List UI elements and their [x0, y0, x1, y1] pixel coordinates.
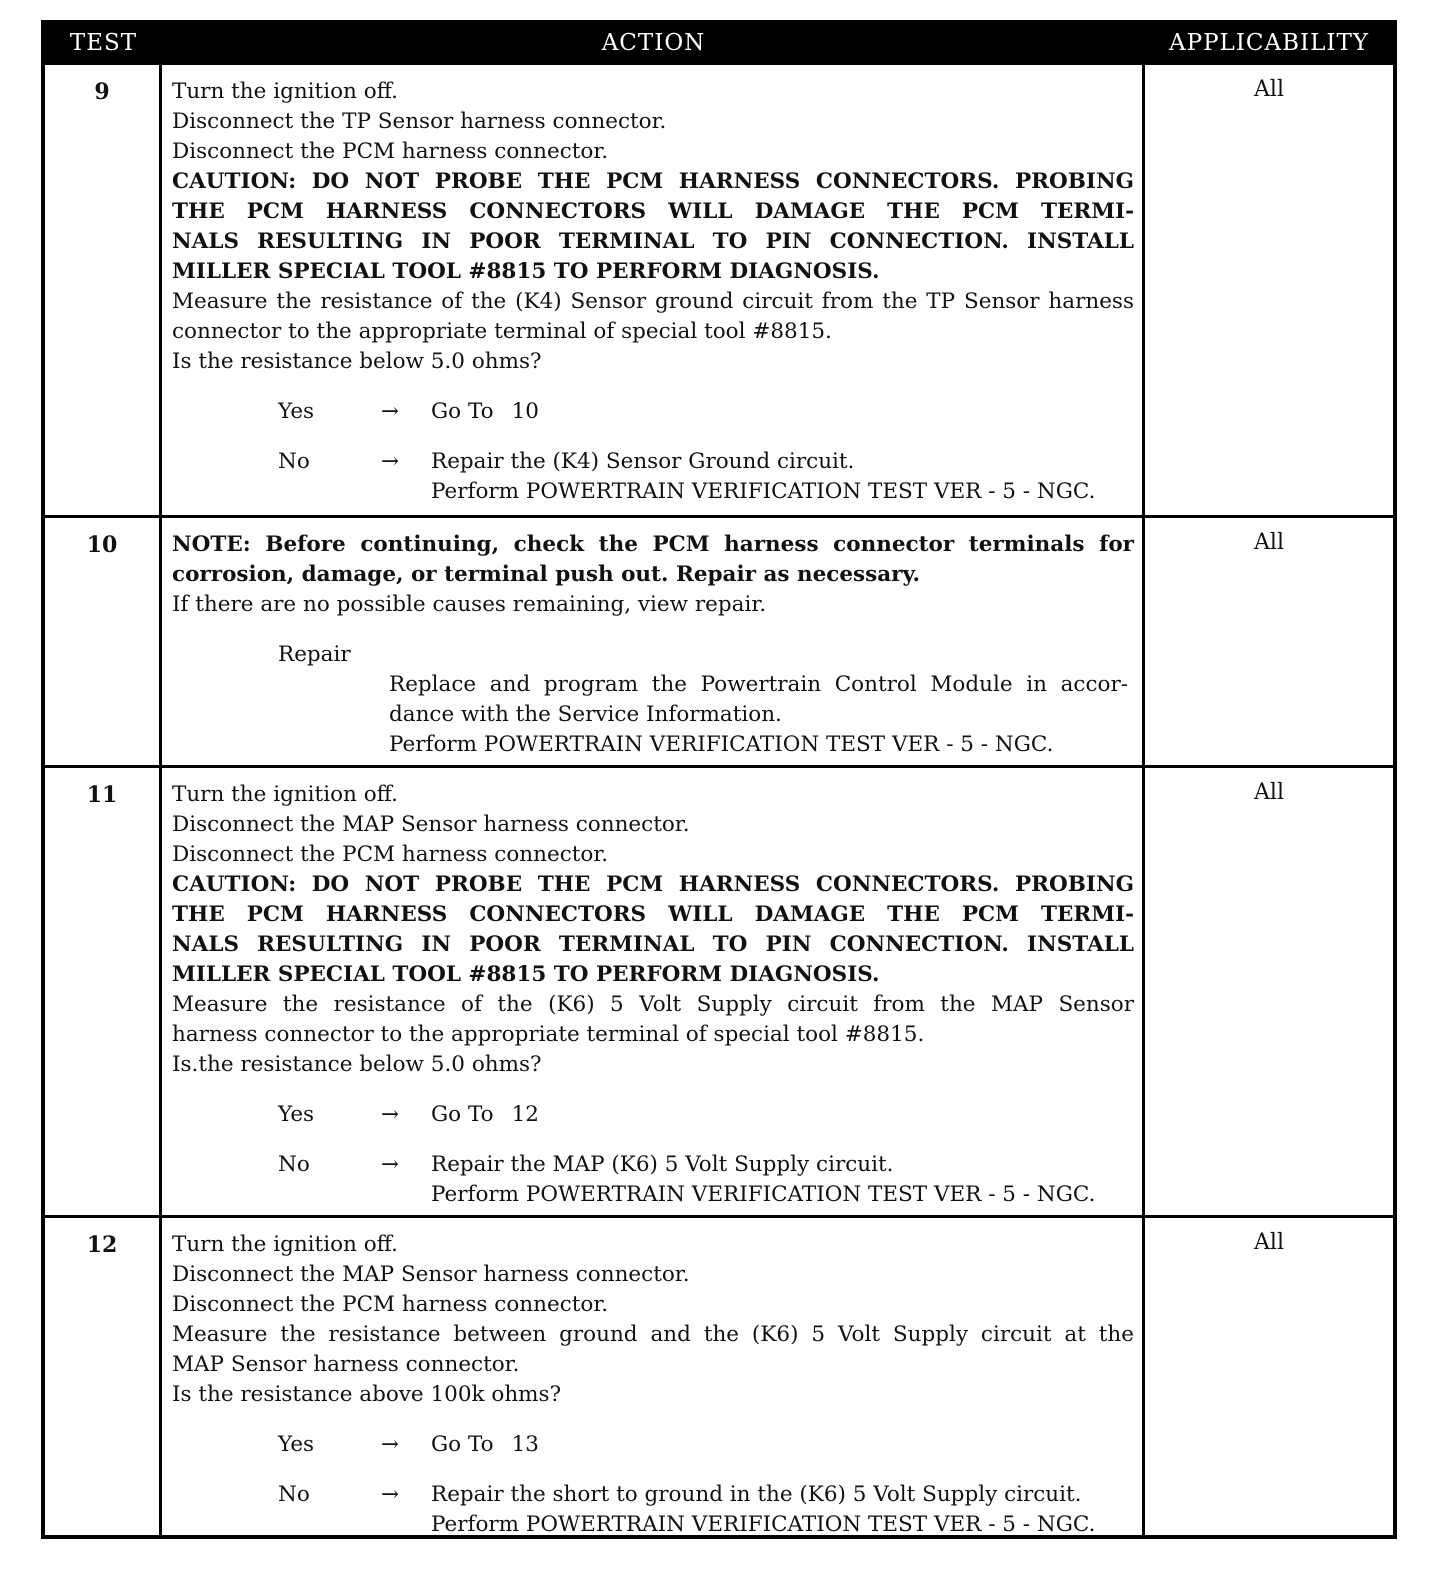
caution-line: NALS RESULTING IN POOR TERMINAL TO PIN CONNECTION. INSTALL — [172, 932, 1134, 957]
action-line: MAP Sensor harness connector. — [172, 1352, 520, 1377]
table-header — [45, 24, 1393, 62]
no-action-line: Repair the (K4) Sensor Ground circuit. — [431, 449, 855, 474]
note-line: corrosion, damage, or terminal push out. Repair as necessary. — [172, 562, 921, 587]
applicability-cell: All — [1254, 1230, 1284, 1255]
question-line: Is the resistance above 100k ohms? — [172, 1382, 562, 1407]
caution-line: MILLER SPECIAL TOOL #8815 TO PERFORM DIAGNOSIS. — [172, 259, 880, 284]
action-line: Measure the resistance of the (K4) Sensor ground circuit from the TP Sensor harness — [172, 289, 1134, 314]
action-line: If there are no possible causes remaining, view repair. — [172, 592, 767, 617]
goto-text: Go To — [431, 1102, 494, 1127]
action-cell — [162, 1218, 1145, 1535]
test-number: 10 — [45, 518, 162, 765]
applicability-cell: All — [1254, 77, 1284, 102]
yes-option — [172, 1100, 1134, 1130]
caution-line: THE PCM HARNESS CONNECTORS WILL DAMAGE THE PCM TERMI- — [172, 902, 1134, 927]
repair-instructions — [172, 670, 1128, 760]
test-number: 12 — [45, 1218, 162, 1535]
arrow-right-icon: → — [381, 399, 400, 424]
yes-label: Yes — [278, 1102, 315, 1127]
caution-line: CAUTION: DO NOT PROBE THE PCM HARNESS CONNECTORS. PROBING — [172, 169, 1134, 194]
question-line: Is the resistance below 5.0 ohms? — [172, 349, 542, 374]
arrow-right-icon: → — [381, 449, 400, 474]
goto-text: Go To — [431, 1432, 494, 1457]
action-line: Disconnect the PCM harness connector. — [172, 139, 609, 164]
header-test: TEST — [69, 30, 138, 56]
action-line: Turn the ignition off. — [172, 782, 398, 807]
action-line: connector to the appropriate terminal of special tool #8815. — [172, 319, 832, 344]
arrow-right-icon: → — [381, 1152, 400, 1177]
arrow-right-icon: → — [381, 1102, 400, 1127]
caution-line: NALS RESULTING IN POOR TERMINAL TO PIN CONNECTION. INSTALL — [172, 229, 1134, 254]
yes-label: Yes — [278, 1432, 315, 1457]
table-row — [45, 515, 1393, 765]
repair-line: Perform POWERTRAIN VERIFICATION TEST VER - 5 - NGC. — [389, 732, 1054, 757]
no-label: No — [278, 449, 310, 474]
no-option — [172, 447, 1134, 507]
yes-option — [172, 1430, 1134, 1460]
goto-number: 13 — [511, 1432, 539, 1457]
no-action-line: Repair the MAP (K6) 5 Volt Supply circuit. — [431, 1152, 894, 1177]
no-option — [172, 1480, 1134, 1540]
action-line: Turn the ignition off. — [172, 1232, 398, 1257]
action-line: Disconnect the PCM harness connector. — [172, 1292, 609, 1317]
yes-option — [172, 397, 1134, 427]
action-line: Measure the resistance of the (K6) 5 Volt Supply circuit from the MAP Sensor — [172, 992, 1134, 1017]
table-row — [45, 62, 1393, 515]
goto-number: 12 — [511, 1102, 539, 1127]
applicability-cell: All — [1254, 780, 1284, 805]
header-action: ACTION — [601, 30, 706, 56]
goto-text: Go To — [431, 399, 494, 424]
answer-options — [172, 397, 1134, 507]
table-row — [45, 1215, 1393, 1535]
repair-line: dance with the Service Information. — [389, 702, 782, 727]
caution-line: MILLER SPECIAL TOOL #8815 TO PERFORM DIAGNOSIS. — [172, 962, 880, 987]
caution-line: CAUTION: DO NOT PROBE THE PCM HARNESS CONNECTORS. PROBING — [172, 872, 1134, 897]
action-line: Disconnect the MAP Sensor harness connector. — [172, 1262, 690, 1287]
no-action-line: Perform POWERTRAIN VERIFICATION TEST VER - 5 - NGC. — [431, 1182, 1096, 1207]
action-line: harness connector to the appropriate terminal of special tool #8815. — [172, 1022, 925, 1047]
answer-options — [172, 1430, 1134, 1540]
diagnostic-table — [41, 20, 1397, 1539]
no-action-line: Repair the short to ground in the (K6) 5 Volt Supply circuit. — [431, 1482, 1082, 1507]
action-line: Turn the ignition off. — [172, 79, 398, 104]
action-line: Disconnect the MAP Sensor harness connector. — [172, 812, 690, 837]
test-number: 11 — [45, 768, 162, 1215]
header-applicability: APPLICABILITY — [1169, 30, 1369, 56]
action-cell — [162, 518, 1145, 765]
action-line: Disconnect the PCM harness connector. — [172, 842, 609, 867]
action-line: Disconnect the TP Sensor harness connector. — [172, 109, 667, 134]
arrow-right-icon: → — [381, 1482, 400, 1507]
no-action-line: Perform POWERTRAIN VERIFICATION TEST VER - 5 - NGC. — [431, 479, 1096, 504]
no-option — [172, 1150, 1134, 1210]
question-line: Is.the resistance below 5.0 ohms? — [172, 1052, 542, 1077]
repair-line: Replace and program the Powertrain Control Module in accor- — [389, 672, 1128, 697]
action-cell — [162, 768, 1145, 1215]
yes-label: Yes — [278, 399, 315, 424]
test-number: 9 — [45, 65, 162, 515]
goto-number: 10 — [511, 399, 539, 424]
no-label: No — [278, 1152, 310, 1177]
action-line: Measure the resistance between ground and the (K6) 5 Volt Supply circuit at the — [172, 1322, 1134, 1347]
caution-line: THE PCM HARNESS CONNECTORS WILL DAMAGE THE PCM TERMI- — [172, 199, 1134, 224]
repair-label: Repair — [278, 642, 351, 667]
action-cell — [162, 65, 1145, 515]
arrow-right-icon: → — [381, 1432, 400, 1457]
table-row — [45, 765, 1393, 1215]
no-action-line: Perform POWERTRAIN VERIFICATION TEST VER - 5 - NGC. — [431, 1512, 1096, 1537]
note-line: NOTE: Before continuing, check the PCM harness connector terminals for — [172, 532, 1134, 557]
no-label: No — [278, 1482, 310, 1507]
answer-options — [172, 1100, 1134, 1210]
applicability-cell: All — [1254, 530, 1284, 555]
